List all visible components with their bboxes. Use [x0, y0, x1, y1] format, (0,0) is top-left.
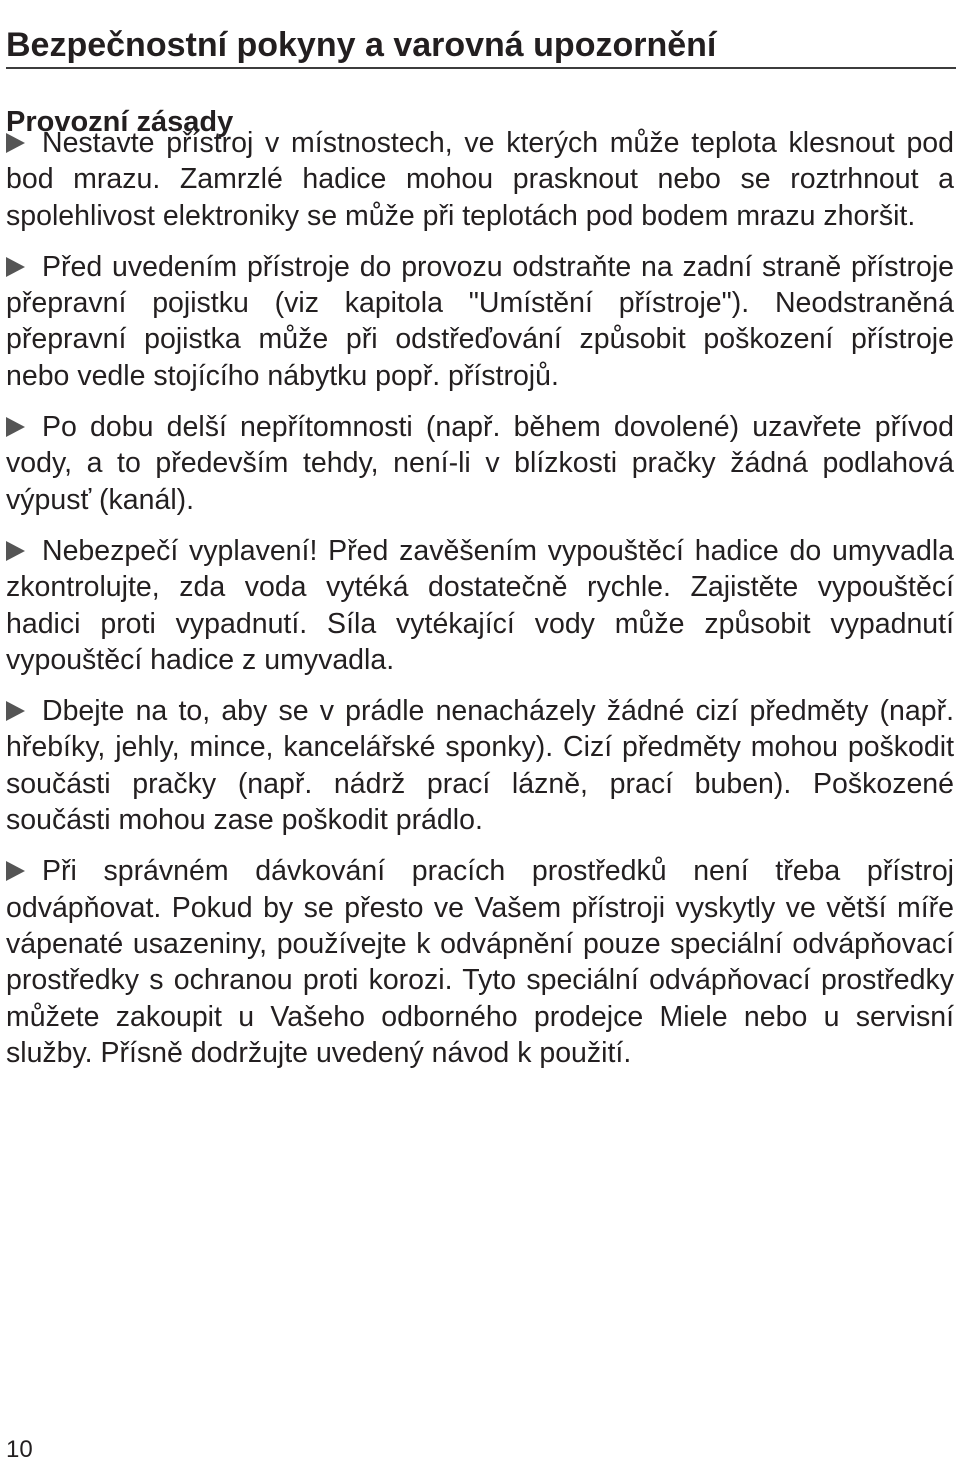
list-item — [6, 693, 954, 838]
list-item-text: Dbejte na to, aby se v prádle nenacházely žádné cizí předměty (např. hřebíky, jehly, mince, kancelářské sponky). Cizí předměty mohou poškodit součásti pračky (např. nádrž prací lázně, prací buben). Poškozené součásti mohou zase poškodit prádlo. — [6, 695, 954, 837]
list-item-text: Nestavte přístroj v místnostech, ve kterých může teplota klesnout pod bod mrazu. Zamrzlé hadice mohou prasknout nebo se roztrhnout a spolehlivost elektroniky se může při teplotách pod bodem mrazu zhoršit. — [6, 127, 954, 232]
triangle-bullet-icon — [6, 417, 25, 437]
triangle-bullet-icon — [6, 257, 25, 277]
list-item-text: Před uvedením přístroje do provozu odstraňte na zadní straně přístroje přepravní pojistku (viz kapitola "Umístění přístroje"). Neodstraněná přepravní pojistka může při odstřeďování způsobit poškození přístroje nebo vedle stojícího nábytku popř. přístrojů. — [6, 250, 954, 392]
list-item-text: Po dobu delší nepřítomnosti (např. během dovolené) uzavřete přívod vody, a to především tehdy, není-li v blízkosti pračky žádná podlahová výpusť (kanál). — [6, 411, 954, 516]
list-item — [6, 125, 954, 234]
triangle-bullet-icon — [6, 541, 25, 561]
instructions-list — [6, 125, 954, 1086]
list-item-text: Při správném dávkování pracích prostředků není třeba přístroj odvápňovat. Pokud by se přesto ve Vašem přístroji vyskytly ve větší míře vápenaté usazeniny, používejte k odvápnění pouze speciální odvápňovací prostředky s ochranou proti korozi. Tyto speciální odvápňovací prostředky můžete zakoupit u Vašeho odborného prodejce Miele nebo u servisní služby. Přísně dodržujte uvedený návod k použití. — [6, 855, 954, 1069]
triangle-bullet-icon — [6, 861, 25, 881]
list-item-text: Nebezpečí vyplavení! Před zavěšením vypouštěcí hadice do umyvadla zkontrolujte, zda voda vytéká dostatečně rychle. Zajistěte vypouštěcí hadici proti vypadnutí. Síla vytékající vody může způsobit vypadnutí vypouštěcí hadice z umyvadla. — [6, 534, 954, 676]
list-item — [6, 533, 954, 678]
list-item — [6, 853, 954, 1071]
page-number: 10 — [6, 1436, 33, 1463]
page-title: Bezpečnostní pokyny a varovná upozornění — [6, 23, 956, 69]
triangle-bullet-icon — [6, 701, 25, 721]
list-item — [6, 249, 954, 394]
triangle-bullet-icon — [6, 133, 25, 153]
list-item — [6, 409, 954, 518]
section-heading: Provozní zásady — [6, 106, 234, 139]
